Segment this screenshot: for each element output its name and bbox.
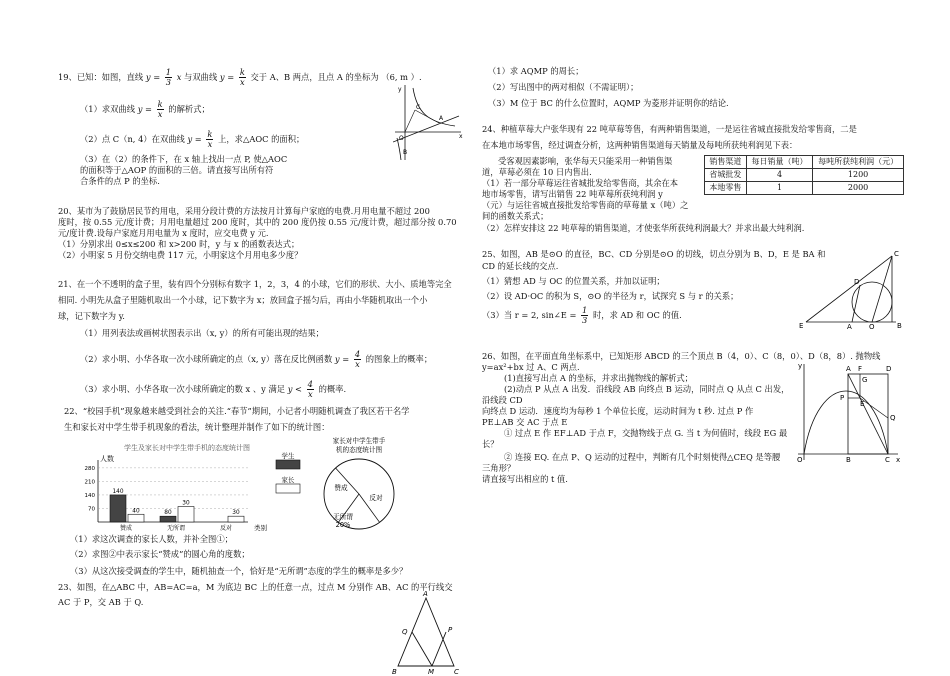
bar-legend-swatch xyxy=(276,460,300,469)
q22-line1: 22、“校园手机”现象越来越受到社会的关注.“春节”期间，小记者小明随机调查了我区若干名学 xyxy=(64,406,410,416)
q26-part1: (1)直接写出点 A 的坐标，并求出抛物线的解析式； xyxy=(504,373,693,383)
q23-part3: （3）M 位于 BC 的什么位置时，AQMP 为菱形并证明你的结论. xyxy=(488,98,729,108)
q21-part2 xyxy=(80,350,432,369)
fig-label-b: B xyxy=(403,149,408,156)
frac-den: x xyxy=(207,139,213,149)
q22-part3: （3）从这次接受调查的学生中，随机抽查一个，恰好是“无所谓”态度的学生的概率是多少？ xyxy=(70,566,408,576)
q21-part3 xyxy=(80,380,346,399)
pie-slice-label: 无所谓 xyxy=(333,513,353,521)
bar-data-label: 80 xyxy=(164,510,172,517)
q25-part2: （2）设 AD·OC 的积为 S，⊙O 的半径为 r，试探究 S 与 r 的关系； xyxy=(482,291,739,301)
frac-num: 4 xyxy=(354,349,361,359)
pie-slice-label: 反对 xyxy=(369,494,383,502)
bar-legend-label: 家长 xyxy=(281,476,295,484)
fig-label-x: x xyxy=(459,133,463,140)
table-cell: 1 xyxy=(746,182,812,195)
fig-label-c: C xyxy=(885,456,890,464)
q19-stem xyxy=(58,68,422,87)
bar xyxy=(228,516,244,522)
q26-subq1-line1: ① 过点 E 作 EF⊥AD 于点 F，交抛物线于点 G. 当 t 为何值时，线段 EG 最 xyxy=(504,428,788,438)
q26-subq1-line2: 长？ xyxy=(482,439,499,449)
bar-chart-title: 学生及家长对中学生带手机的态度统计图 xyxy=(124,444,250,452)
q19-part3-line1: （3）在（2）的条件下，在 x 轴上找出一点 P, 使△AOC xyxy=(80,154,288,164)
fig-label-b: B xyxy=(392,668,397,676)
q24-part1-line3: （元）与运往省城直接批发给零售商的草莓量 x（吨）之 xyxy=(482,200,689,210)
q22-part2: （2）求图②中表示家长“赞成”的圆心角的度数； xyxy=(70,549,250,559)
q26-line2: y=ax²+bx 过 A、C 两点. xyxy=(482,362,580,372)
frac-den: 3 xyxy=(165,77,172,87)
fig-label-y: y xyxy=(798,362,803,370)
q25-figure xyxy=(798,248,908,330)
q21-line2: 相同. 小明先从盒子里随机取出一个小球，记下数字为 x；放回盒子摇匀后，再由小华随机取出一个小 xyxy=(58,295,428,305)
table-cell: 本地零售 xyxy=(705,182,747,195)
q25-line2: CD 的延长线的交点. xyxy=(482,261,559,271)
bar-y-tick-label: 210 xyxy=(84,479,95,486)
frac-den: x xyxy=(307,389,313,399)
q24-para1: 受客观因素影响，张华每天只能采用一种销售渠 xyxy=(498,156,673,166)
fraction-k-over-x xyxy=(239,68,246,87)
bar-data-label: 30 xyxy=(232,510,240,517)
fig-label-o: O xyxy=(399,135,404,142)
q23-line1: 23、如图，在△ABC 中，AB=AC=a，M 为底边 BC 上的任意一点，过点 M 分别作 AB、AC 的平行线交 xyxy=(58,582,453,592)
q19-stem-text-c: 交于 A、B 两点，且点 A 的坐标为 xyxy=(250,72,379,82)
hyperbola-eq-lhs: y = xyxy=(187,134,202,144)
q26-part2-line4: PE⊥AB 交 AC 于点 E xyxy=(482,417,568,427)
bar-chart xyxy=(66,438,311,534)
q25-line1: 25、如图，AB 是⊙O 的直径，BC、CD 分别是⊙O 的切线，切点分别为 B、D，E 是 BA 和 xyxy=(482,249,826,259)
q24-part2: （2）怎样安排这 22 吨草莓的销售渠道，才使张华所获纯利润最大？并求出最大纯利润. xyxy=(482,223,805,233)
bar-legend-label: 学生 xyxy=(281,452,295,460)
q26-line1: 26、如图，在平面直角坐标系中，已知矩形 ABCD 的三个顶点 B（4，0）、C（8，0）、D（8，8）. 抛物线 xyxy=(482,351,881,361)
fraction-one-third xyxy=(581,306,588,325)
q20-line2: 度时，按 0.55 元/度计费；月用电量超过 200 度时，其中的 200 度仍按 0.55 元/度计费，超过部分按 0.70 xyxy=(58,217,457,227)
frac-den: x xyxy=(239,77,245,87)
frac-num: k xyxy=(207,129,213,139)
q24-part1-line1: （1）若一部分草莓运往省城批发给零售商，其余在本 xyxy=(482,178,679,188)
q24-part1-line2: 地市场零售，请写出销售 22 吨草莓所获纯利润 y xyxy=(482,189,663,199)
bar-category-label: 反对 xyxy=(219,525,233,532)
fig-label-b: B xyxy=(897,322,902,330)
bar xyxy=(160,516,176,522)
line-eq-x: x xyxy=(176,72,182,82)
q21-part2-text: （2）求小明、小华各取一次小球所确定的点（x, y）落在反比例函数 xyxy=(80,354,333,364)
frac-den: x xyxy=(355,359,360,369)
bar-y-tick-label: 280 xyxy=(84,465,95,472)
q19-part1-text: （1）求双曲线 xyxy=(80,104,136,114)
fraction-one-third xyxy=(165,68,172,87)
fig-label-p: P xyxy=(840,394,845,402)
q22-line2: 生和家长对中学生带手机现象的看法，统计整理并制作了如下的统计图： xyxy=(64,422,330,432)
q20-line3: 元/度计费.设每户家庭月用电量为 x 度时，应交电费 y 元. xyxy=(58,228,269,238)
q25-part3 xyxy=(482,306,682,325)
fig-label-c: C xyxy=(894,250,899,258)
bar-chart-xlabel: 类别 xyxy=(254,524,267,532)
q21-line1: 21、在一个不透明的盒子里，装有四个分别标有数字 1，2，3，4 的小球，它们的形状、大小、质地等完全 xyxy=(58,279,452,289)
hyperbola-eq-lhs: y = xyxy=(137,104,152,114)
bar xyxy=(128,514,144,522)
fig-label-o: O xyxy=(797,456,803,464)
q19-part1-text-b: 的解析式； xyxy=(168,104,210,114)
frac-num: 4 xyxy=(307,379,313,389)
q26-subq2-line3: 请直接写出相应的 t 值. xyxy=(482,474,568,484)
q26-subq2-line2: 三角形？ xyxy=(482,463,516,473)
q21-line3: 球，记下数字为 y. xyxy=(58,311,125,321)
q20-part2: （2）小明家 5 月份交纳电费 117 元，小明家这个月用电多少度？ xyxy=(58,250,303,260)
q26-subq2-line1: ② 连接 EQ. 在点 P、Q 运动的过程中，判断有几个时刻使得△CEQ 是等腰 xyxy=(504,452,781,462)
q26-figure xyxy=(794,360,902,464)
q24-line2: 在本地市场零售，经过调查分析，这两种销售渠道每天销量及每吨所获纯利润见下表： xyxy=(482,140,798,150)
fig-label-d: D xyxy=(854,278,860,286)
q19-part2-text-b: 上，求△AOC 的面积； xyxy=(218,134,305,144)
inequality-lhs: y < xyxy=(287,384,303,394)
fig-label-y: y xyxy=(398,86,402,93)
fig-label-c: C xyxy=(416,104,421,111)
bar xyxy=(178,507,194,522)
q25-part1: （1）猜想 AD 与 OC 的位置关系，并加以证明； xyxy=(482,276,665,286)
bar-y-tick-label: 70 xyxy=(88,506,95,513)
q23-figure xyxy=(388,588,464,676)
table-cell: 4 xyxy=(746,169,812,182)
table-row xyxy=(705,169,904,182)
fraction-k-over-x xyxy=(157,100,164,119)
table-header: 每吨所获纯利润（元） xyxy=(813,156,904,169)
frac-num: 1 xyxy=(165,67,172,77)
fraction-four-over-x xyxy=(354,350,361,369)
table-row xyxy=(705,182,904,195)
bar-y-tick-label: 140 xyxy=(84,492,95,499)
pie-slice-label: 赞成 xyxy=(334,484,348,492)
q19-stem-text-b: 与双曲线 xyxy=(184,72,218,82)
frac-num: 1 xyxy=(582,305,588,315)
q25-part3-text-b: 时，求 AD 和 OC 的值. xyxy=(592,310,682,320)
fig-label-x: x xyxy=(896,456,901,464)
bar-data-label: 30 xyxy=(182,500,190,507)
table-header: 销售渠道 xyxy=(705,156,747,169)
bar xyxy=(110,495,126,522)
table-cell: 1200 xyxy=(813,169,904,182)
fig-label-a: A xyxy=(439,115,444,122)
table-cell: 2000 xyxy=(813,182,904,195)
table-cell: 省城批发 xyxy=(705,169,747,182)
bar-category-label: 无所谓 xyxy=(166,525,186,532)
frac-den: 3 xyxy=(582,315,588,325)
fig-label-a: A xyxy=(847,323,852,330)
frac-den: x xyxy=(157,109,163,119)
q19-part1 xyxy=(80,100,210,119)
fraction-k-over-x xyxy=(206,130,213,149)
q21-part3-text-b: 的概率. xyxy=(318,384,347,394)
fraction-four-over-x xyxy=(307,380,314,399)
q21-part3-text: （3）求小明、小华各取一次小球所确定的数 x 、y 满足 xyxy=(80,384,286,394)
table-header-row xyxy=(705,156,904,169)
fig-label-g: G xyxy=(862,376,868,384)
q24-para2: 道，草莓必须在 10 日内售出. xyxy=(482,167,592,177)
q19-figure xyxy=(393,82,465,162)
q20-line1: 20、某市为了鼓励居民节约用电，采用分段计费的方法按月计算每户家庭的电费.月用电量不超过 200 xyxy=(58,206,430,216)
q20-part1: （1）分别求出 0≤x≤200 和 x>200 时，y 与 x 的函数表达式； xyxy=(58,239,300,249)
q19-part2 xyxy=(80,130,304,149)
q19-stem-text: 19、已知：如图，直线 xyxy=(58,72,144,82)
fig-label-q: Q xyxy=(890,414,896,422)
bar-category-label: 赞成 xyxy=(119,525,133,532)
q26-part2-line3: 向终点 D 运动．速度均为每秒 1 个单位长度，运动时间为 t 秒. 过点 P 作 xyxy=(482,406,754,416)
q26-part2-line1: (2)动点 P 从点 A 出发．沿线段 AB 向终点 B 运动，同时点 Q 从点 C 出发， xyxy=(504,384,790,394)
q21-part2-text-b: 的图象上的概率； xyxy=(365,354,433,364)
fig-label-e: E xyxy=(799,322,804,330)
q22-part1: （1）求这次调查的家长人数，并补全图①； xyxy=(70,534,233,544)
q19-part3-line2: 的面积等于△AOP 的面积的三倍。请直接写出所有符 xyxy=(80,165,274,175)
q24-line1: 24、种植草莓大户张华现有 22 吨草莓等售，有两种销售渠道，一是运往省城直接批发给零售商，二是 xyxy=(482,124,857,134)
fig-label-a: A xyxy=(846,365,851,373)
q25-part3-text: （3）当 r = 2, sin∠E = xyxy=(482,310,577,320)
fig-label-p: P xyxy=(448,626,453,634)
q19-part2-text: （2）点 C（n, 4）在双曲线 xyxy=(80,134,185,144)
q21-part1: （1）用列表法或画树状图表示出（x, y）的所有可能出现的结果； xyxy=(80,328,324,338)
fig-label-d: D xyxy=(886,365,892,373)
sales-table xyxy=(704,155,904,195)
q23-line2: AC 于 P，交 AB 于 Q. xyxy=(58,597,144,607)
pie-chart xyxy=(316,434,402,534)
fig-label-m: M xyxy=(428,668,435,676)
q24-part1-line4: 间的函数关系式； xyxy=(482,211,549,221)
bar-chart-ylabel: 人数 xyxy=(100,455,114,463)
q26-part2-line2: 沿线段 CD xyxy=(482,395,523,405)
pie-slice-percent: 20% xyxy=(335,521,351,529)
point-a-coord: （6, m ）. xyxy=(381,72,422,82)
bar-legend-swatch xyxy=(276,484,300,493)
line-eq-lhs: y = xyxy=(145,72,161,82)
pie-title-line1: 家长对中学生带手 xyxy=(332,437,386,445)
inverse-eq-lhs: y = xyxy=(334,354,350,364)
q23-part1: （1）求 AQMP 的周长； xyxy=(488,66,584,76)
fig-label-q: Q xyxy=(402,628,408,636)
bar-data-label: 140 xyxy=(112,488,124,495)
q23-part2: （2）写出图中的两对相似（不需证明）； xyxy=(488,82,639,92)
pie-title-line2: 机的态度统计图 xyxy=(335,446,383,454)
fig-label-c: C xyxy=(454,668,459,676)
table-header: 每日销量（吨） xyxy=(746,156,812,169)
hyperbola-eq-lhs: y = xyxy=(219,72,235,82)
fig-label-o: O xyxy=(869,323,875,330)
frac-num: k xyxy=(157,99,163,109)
fig-label-f: F xyxy=(858,365,863,373)
fig-label-a: A xyxy=(423,590,428,598)
frac-num: k xyxy=(239,67,245,77)
fig-label-b: B xyxy=(846,456,851,464)
bar-data-label: 40 xyxy=(132,508,140,515)
q19-part3-line3: 合条件的点 P 的坐标. xyxy=(80,176,160,186)
fig-label-e: E xyxy=(860,400,865,408)
